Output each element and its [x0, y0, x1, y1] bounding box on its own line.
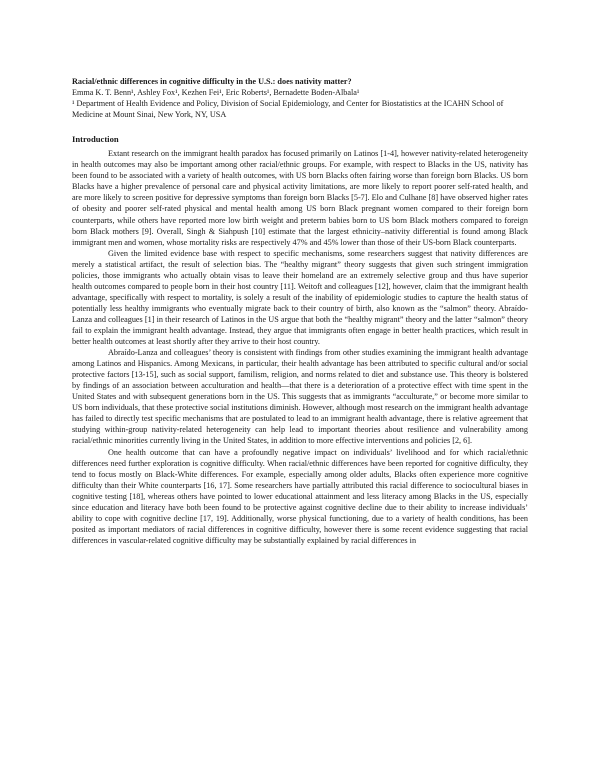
affiliation: ¹ Department of Health Evidence and Policy, Division of Social Epidemiology, and Center for Biostatistics at the ICAHN School of Medicine at Mount Sinai, New York, NY, USA: [72, 99, 504, 120]
author-list: Emma K. T. Benn¹, Ashley Fox¹, Kezhen Fei¹, Eric Roberts¹, Bernadette Boden-Albala¹: [72, 88, 360, 98]
paragraph-2: Given the limited evidence base with respect to specific mechanisms, some researchers suggest that nativity differences are merely a statistical artifact, the result of selection bias. The “healthy migrant” theory suggests that given such stringent immigration policies, those immigrants who actually obtain visas to leave their homeland are an extremely selective group and thus have superior health outcomes compared to people born in their host country [11]. Weitoft and colleagues [12], however, claim that the immigrant health advantage, specifically with respect to mortality, is solely a result of the inability of epidemiologic studies to capture the health status of potentially less healthy immigrants who eventually migrate back to their country of birth, also known as the “salmon” theory. Abraído-Lanza and colleagues [1] in their research of Latinos in the US argue that both the “healthy migrant” theory and the latter “salmon” theory fail to explain the immigrant health advantage. Instead, they argue that immigrants often engage in better health practices, which result in better health outcomes at least shortly after they arrive to their host country.: [72, 248, 528, 347]
paragraph-1: Extant research on the immigrant health paradox has focused primarily on Latinos [1-4], however nativity-related heterogeneity in health outcomes may also be important among other racial/ethnic groups. For example, with respect to Blacks in the US, nativity has been found to be associated with a variety of health outcomes, with US born Blacks often fairing worse than foreign born Blacks. US born Blacks have a higher prevalence of personal care and physical activity limitations, are more likely to report poorer self-rated health, and are more likely to screen positive for depressive symptoms than foreign born Blacks [5-7]. Elo and Culhane [8] have observed higher rates of obesity and poorer self-rated physical and mental health among US born Black pregnant women compared to their foreign born counterparts, while others have reported more low birth weight and preterm babies born to US born Black mothers compared to foreign born Black mothers [9]. Overall, Singh & Siahpush [10] estimate that the largest ethnicity–nativity differential is found among Black immigrant men and women, whose mortality risks are respectively 47% and 45% lower than those of their US-born Black counterparts.: [72, 149, 528, 247]
paragraph-3: Abraído-Lanza and colleagues’ theory is consistent with findings from other studies examining the immigrant health advantage among Latinos and Hispanics. Among Mexicans, in particular, their health advantage has been attributed to specific cultural and/or social protective factors [13-15], such as social support, familism, religion, and norms related to diet and substance use. This theory is bolstered by findings of an association between acculturation and health—that there is a deterioration of a protective effect with time spent in the United States and with subsequent generations born in the US. This suggests that as immigrants “acculturate,” or become more similar to US born individuals, that these protective social institutions diminish. However, although most research on the immigrant health advantage has failed to directly test specific mechanisms that are postulated to lead to an immigrant health advantage, there is relative agreement that studying within-group nativity-related heterogeneity can help lead to important theories about resilience and vulnerability among racial/ethnic minorities currently living in the United States, in addition to more effective interventions and policies [2, 6].: [72, 348, 528, 446]
section-heading-introduction: Introduction: [72, 134, 119, 145]
paper-title: Racial/ethnic differences in cognitive difficulty in the U.S.: does nativity matter?: [72, 77, 352, 86]
paragraph-4: One health outcome that can have a profoundly negative impact on individuals’ livelihood and for which racial/ethnic differences need further exploration is cognitive difficulty. When racial/ethnic differences have been reported for cognitive difficulty, they tend to focus mostly on Black-White differences. For example, especially among older adults, Blacks often experience more cognitive difficulty than their White counterparts [16, 17]. Some researchers have partially attributed this racial difference to sociocultural biases in cognitive testing [18], whereas others have pointed to lower educational attainment and less literacy among Blacks in the US, especially since education and literacy have both been found to be protective against cognitive decline due to their ability to increase individuals’ ability to cope with cognitive decline [17, 19]. Additionally, worse physical functioning, due to a variety of health conditions, has been posited as important mediators of racial differences in cognitive difficulty, however there is some recent evidence suggesting that racial differences in vascular-related cognitive difficulty may be substantially explained by racial differences in: [72, 447, 528, 545]
document-page: [72, 76, 528, 546]
